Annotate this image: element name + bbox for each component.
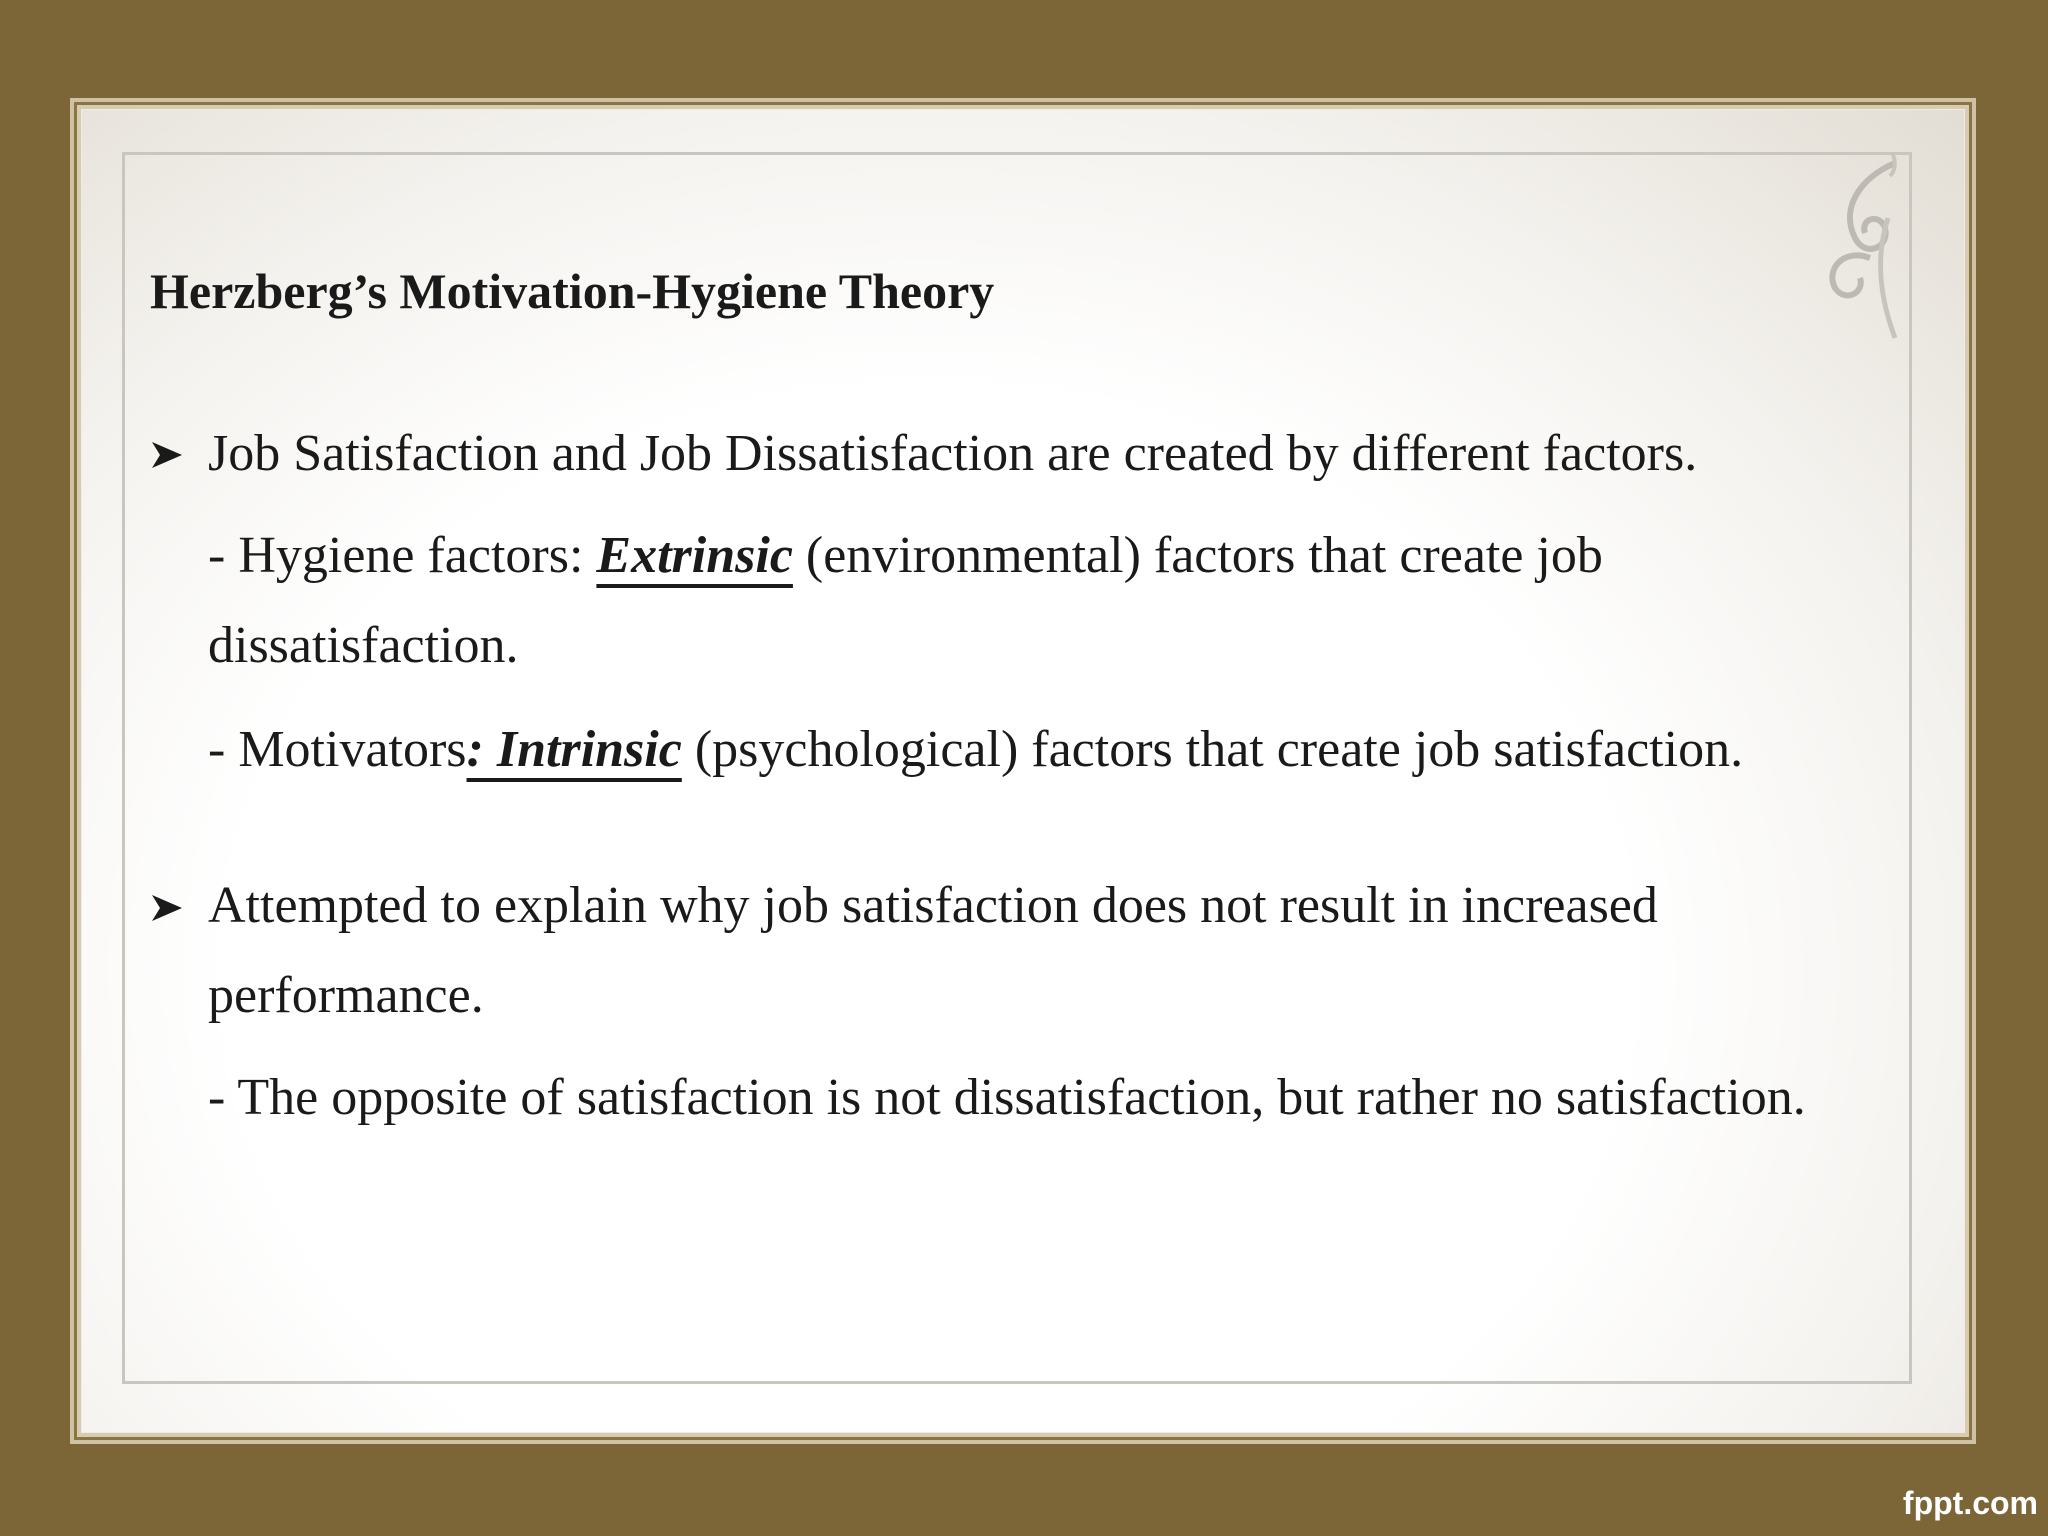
bullet-2-subpoint: - The opposite of satisfaction is not dissatisfaction, but rather no satisfaction. (208, 1069, 1806, 1126)
hygiene-suffix: (environmental) factors that create job (792, 527, 1603, 584)
bullet-2-continuation: performance. (208, 967, 484, 1024)
extrinsic-emphasis: Extrinsic (596, 527, 793, 584)
fppt-watermark: fppt.com (1902, 1485, 2038, 1521)
intrinsic-emphasis: : Intrinsic (466, 721, 682, 778)
arrowhead-bullet-icon (150, 438, 184, 472)
scroll-ornament-icon (1800, 148, 1900, 348)
motivators-prefix: - Motivators (208, 721, 467, 778)
bullet-1-text: Job Satisfaction and Job Dissatisfaction are created by different factors. (208, 425, 1698, 482)
hygiene-factors-continuation: dissatisfaction. (208, 617, 519, 674)
hygiene-prefix: - Hygiene factors: (208, 527, 597, 584)
motivators-suffix: (psychological) factors that create job satisfaction. (681, 721, 1744, 778)
motivators-line (208, 721, 1744, 778)
slide-title: Herzberg’s Motivation-Hygiene Theory (150, 263, 995, 319)
arrowhead-bullet-icon (150, 891, 184, 925)
hygiene-factors-line (208, 527, 1603, 584)
bullet-2-text: Attempted to explain why job satisfaction does not result in increased (208, 877, 1658, 934)
